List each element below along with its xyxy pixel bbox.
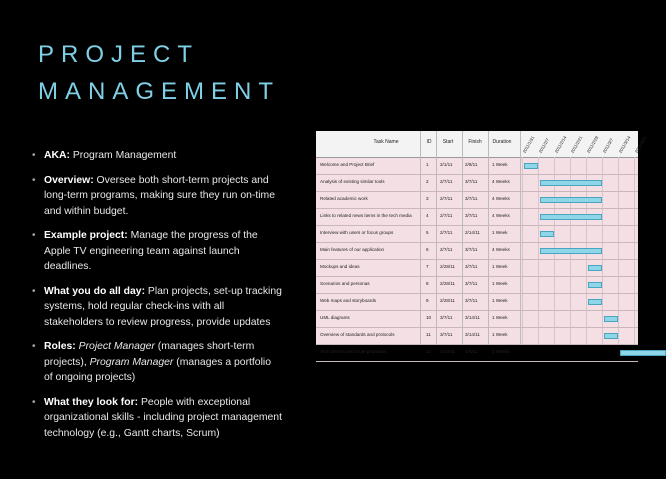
gantt-cell: 9 [426,298,429,303]
gantt-bar [540,180,602,186]
gantt-bar [540,248,602,254]
date-header: 2011/2/21 [569,135,584,154]
gantt-cell: 12 [426,349,432,354]
gantt-cell: 1 Week [492,332,508,337]
gantt-cell: 10 [426,315,432,320]
gantt-cell: 3 [426,196,429,201]
bullet-text: (manages short-term projects), [44,341,255,368]
gantt-cell: 2/7/11 [440,179,453,184]
gantt-cell: Links to related news items in the tech media [320,213,412,218]
gantt-cell: 3/7/11 [440,332,453,337]
bullet-label: What they look for: [44,396,139,408]
gantt-bar [588,265,602,271]
gantt-row [316,225,638,243]
gantt-cell: 2/7/11 [440,230,453,235]
bullet-dot-icon: • [32,396,36,408]
gantt-cell: 2/7/11 [440,247,453,252]
gantt-cell: Web maps and storyboards [320,298,377,303]
gantt-row [316,276,638,294]
gantt-cell: Interview with users or focus groups [320,230,394,235]
bullet-text: Program Management [69,150,177,161]
gantt-cell: 2/7/11 [440,213,453,218]
bullet-label: Overview: [44,174,94,186]
bullet-label: AKA: [44,150,70,161]
gantt-cell: 1 Week [492,281,508,286]
bullet-dot-icon: • [32,230,36,241]
bullet-dot-icon: • [32,174,36,186]
bullet-label: Roles: [44,341,76,352]
gantt-cell: 2/1/11 [440,162,453,167]
bullet-text: (manages a portfolio of ongoing projects) [44,356,271,383]
date-header: 2011/3/14 [617,135,632,154]
gantt-cell: Tech demos and route proposals [320,349,387,354]
gantt-bar [524,163,538,169]
gantt-row [316,242,638,260]
gantt-cell: 3/7/11 [465,264,478,269]
bullet-italic: Program Manager [89,356,174,368]
gantt-bar [588,282,602,288]
gantt-cell: 4 Weeks [492,179,510,184]
header-start: Start [442,139,454,145]
gantt-cell: Main features of our application [320,247,385,252]
bullet-text: Oversee both short-term projects and long-term programs, making sure they run on-time and within budget. [44,174,275,217]
gantt-cell: 3/7/11 [465,213,478,218]
gantt-cell: 1 Week [492,298,508,303]
gantt-cell: 2/28/11 [440,264,455,269]
bullet-what-you-do [32,284,282,331]
gantt-cell: 3/7/11 [465,247,478,252]
gantt-cell: 3/14/11 [440,349,455,354]
gantt-bar [540,231,554,237]
gantt-cell: 1 Week [492,264,508,269]
gantt-bar [604,333,618,339]
bullet-italic: Project Manager [78,341,155,352]
bullet-overview [32,173,282,220]
gantt-cell: 4 Weeks [492,196,510,201]
gantt-cell: 1 Week [492,230,508,235]
bullet-text: Manage the progress of the Apple TV engineering team against launch deadlines. [44,230,258,272]
gantt-cell: Mockups and ideas [320,264,360,269]
gantt-cell: 11 [426,332,431,337]
bullet-aka [32,148,282,164]
bullet-roles [32,339,282,386]
gantt-cell: 3/14/11 [465,315,480,320]
gantt-cell: Welcome and Project Brief [320,162,375,167]
title-line-2: MANAGEMENT [38,78,281,105]
gantt-bar [604,316,618,322]
date-header: 2011/2/28 [585,135,600,154]
gantt-chart-image [316,131,648,354]
bullet-label: What you do all day: [44,285,146,297]
gantt-row [316,157,638,175]
gantt-row [316,208,638,226]
gantt-cell: 2/28/11 [440,281,455,286]
gantt-header [316,131,648,158]
bullet-what-they-look-for [32,395,282,442]
date-header: 2011/1/31 [521,135,536,154]
gantt-cell: 2/28/11 [440,298,455,303]
bullet-dot-icon: • [32,150,36,161]
gantt-cell: 4 [426,213,429,218]
gantt-bar [620,350,666,356]
gantt-cell: 2 [426,179,429,184]
gantt-cell: 6 [426,247,429,252]
gantt-row [316,327,638,345]
gantt-cell: 8 [426,281,429,286]
gantt-bar [540,197,602,203]
gantt-cell: 4 Weeks [492,213,510,218]
bullet-example-project [32,228,282,275]
gantt-cell: Scenarios and personas [320,281,370,286]
title-line-1: PROJECT [38,41,200,68]
slide-title [38,36,280,110]
gantt-bar [540,214,602,220]
gantt-cell: 3/7/11 [465,196,478,201]
gantt-row [316,174,638,192]
date-header: 2011/3/7 [601,137,615,154]
header-finish: Finish [468,139,482,145]
date-header: 2011/2/14 [553,135,568,154]
gantt-cell: 2/7/11 [440,196,453,201]
bullet-dot-icon: • [32,341,36,352]
gantt-cell: 3/7/11 [440,315,453,320]
gantt-row [316,344,638,362]
gantt-cell: 3/14/11 [465,332,480,337]
gantt-cell: 2/14/11 [465,230,480,235]
bullet-dot-icon: • [32,285,36,297]
gantt-cell: 1 Week [492,315,508,320]
bullet-label: Example project: [44,230,128,241]
bullet-list [32,148,282,450]
gantt-cell: 3/7/11 [465,179,478,184]
header-task-name: Task Name [373,139,399,145]
bullet-text: Plan projects, set-up tracking systems, hold regular check-ins with all stakeholders to review progress, provide updates [44,285,282,328]
header-id: ID [426,139,432,145]
bullet-text: People with exceptional organizational skills - including project management technology (e.g., Gantt charts, Scrum) [44,396,282,439]
gantt-cell: 3/7/11 [465,281,478,286]
gantt-bar [588,299,602,305]
gantt-cell: Analysis of existing similar tools [320,179,385,184]
gantt-row [316,259,638,277]
gantt-cell: 1 [426,162,429,167]
gantt-cell: Related academic work [320,196,368,201]
gantt-row [316,310,638,328]
date-header: 2011/2/7 [537,137,551,154]
gantt-cell: 2/8/11 [465,162,478,167]
gantt-cell: 1 Week [492,162,508,167]
gantt-cell: 3/7/11 [465,298,478,303]
gantt-cell: UML diagrams [320,315,350,320]
gantt-cell: 3 Weeks [492,349,510,354]
gantt-cell: 7 [426,264,429,269]
gantt-row [316,293,638,311]
header-duration: Duration [492,139,512,145]
gantt-cell: 5 [426,230,429,235]
gantt-cell: Overview of standards and protocols [320,332,395,337]
gantt-cell: 4 Weeks [492,247,510,252]
gantt-cell: 4/4/11 [465,349,478,354]
gantt-row [316,191,638,209]
date-header: 2011/3/21 [633,135,648,154]
